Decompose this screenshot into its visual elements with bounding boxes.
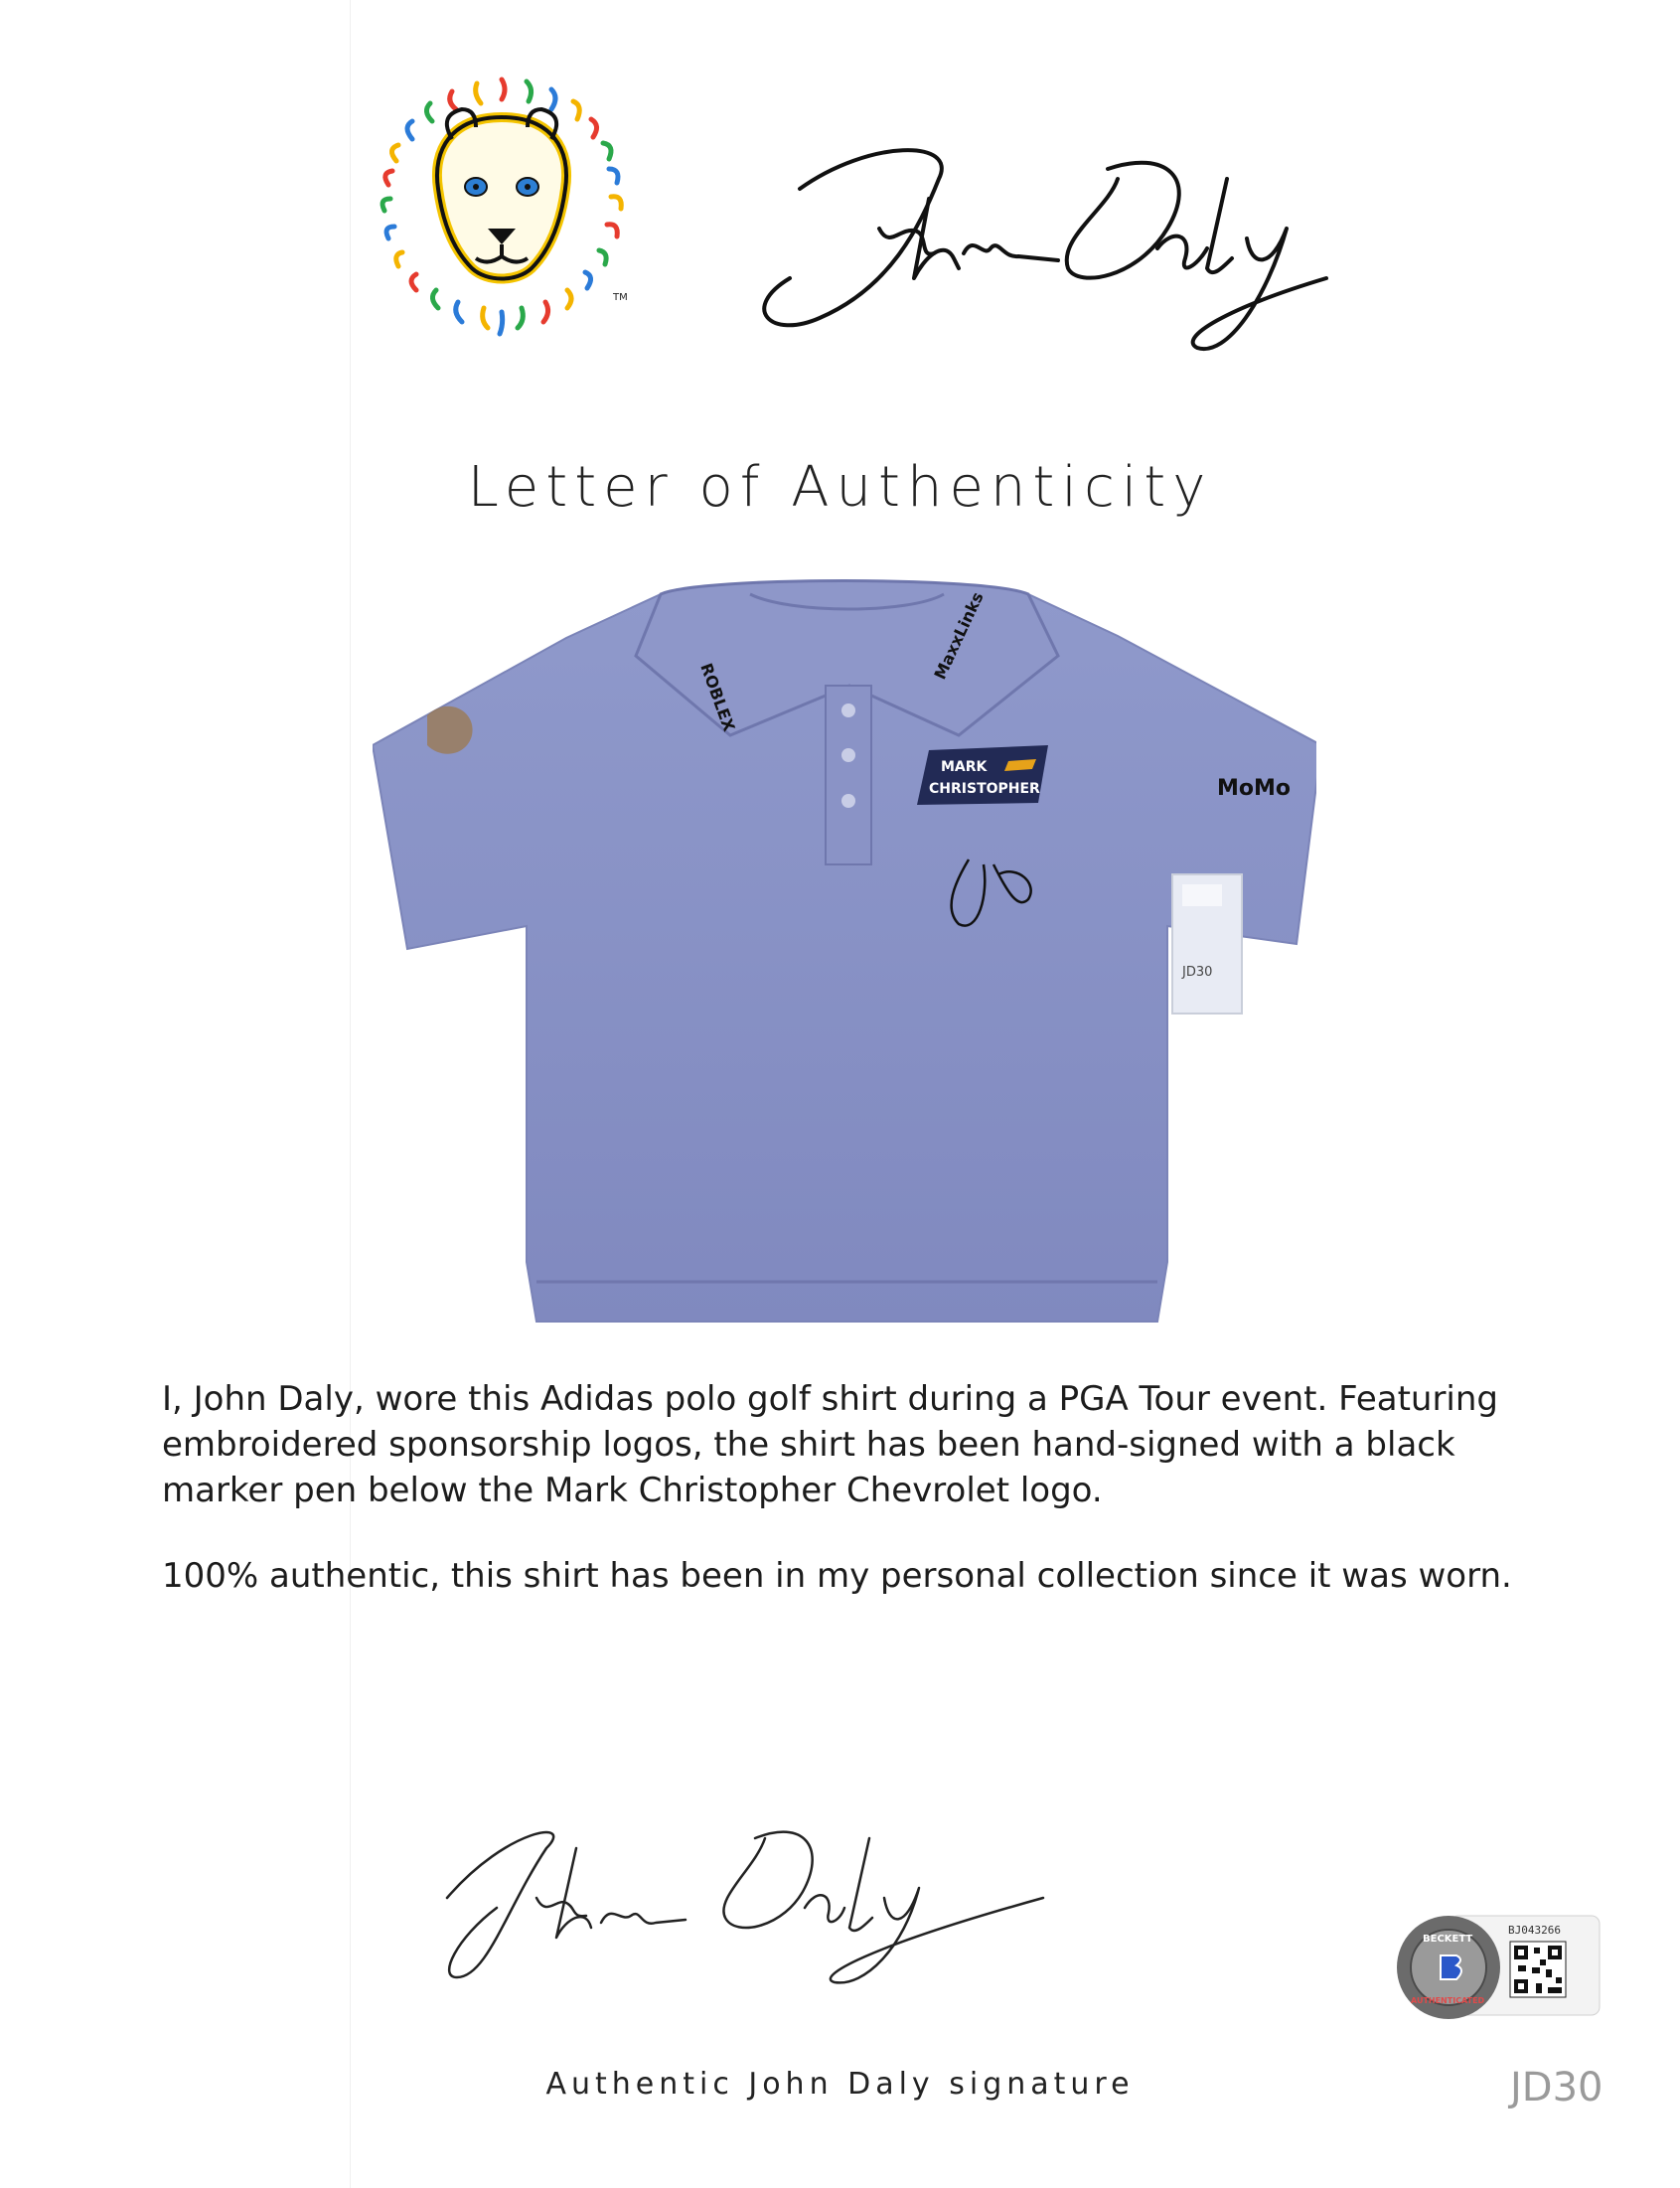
collar-left-logo: ROBLEX — [696, 660, 739, 734]
body-paragraph-2: 100% authentic, this shirt has been in my personal collection since it was worn. — [162, 1556, 1512, 1596]
collar-right-logo: MaxxLinks — [930, 588, 988, 683]
qr-code-icon — [1510, 1942, 1566, 1997]
body-paragraph-1: I, John Daly, wore this Adidas polo golf shirt during a PGA Tour event. Featuring embroidered sponsorship logos, the shirt has been hand-signed with a black marker pen below the Mark Christopher Chevrolet logo. — [162, 1379, 1499, 1510]
signature-caption: Authentic John Daly signature — [545, 2067, 1135, 2102]
letter-body — [162, 1376, 1553, 1639]
chest-logo-line1: MARK — [941, 759, 988, 775]
document-title: Letter of Authenticity — [467, 455, 1213, 520]
beckett-ring-top: BECKETT — [1423, 1934, 1473, 1945]
shirt-tag-label: JD30 — [1182, 965, 1213, 980]
beckett-serial: BJ043266 — [1508, 1924, 1561, 1937]
certificate-id: JD30 — [1510, 2065, 1604, 2110]
polo-shirt-icon — [373, 566, 1316, 1351]
beckett-ring-bottom: AUTHENTICATED — [1411, 1996, 1485, 2005]
header-signature — [730, 119, 1346, 378]
chest-logo-line2: CHRISTOPHER — [929, 781, 1040, 797]
beckett-sticker — [1391, 1908, 1609, 2027]
scan-fold-line — [350, 0, 351, 2188]
chest-logo — [917, 745, 1048, 805]
footer-signature — [427, 1789, 1063, 1997]
lion-icon — [353, 70, 661, 358]
trademark-mark: TM — [613, 292, 628, 303]
sleeve-logo: MoMo — [1217, 776, 1292, 801]
